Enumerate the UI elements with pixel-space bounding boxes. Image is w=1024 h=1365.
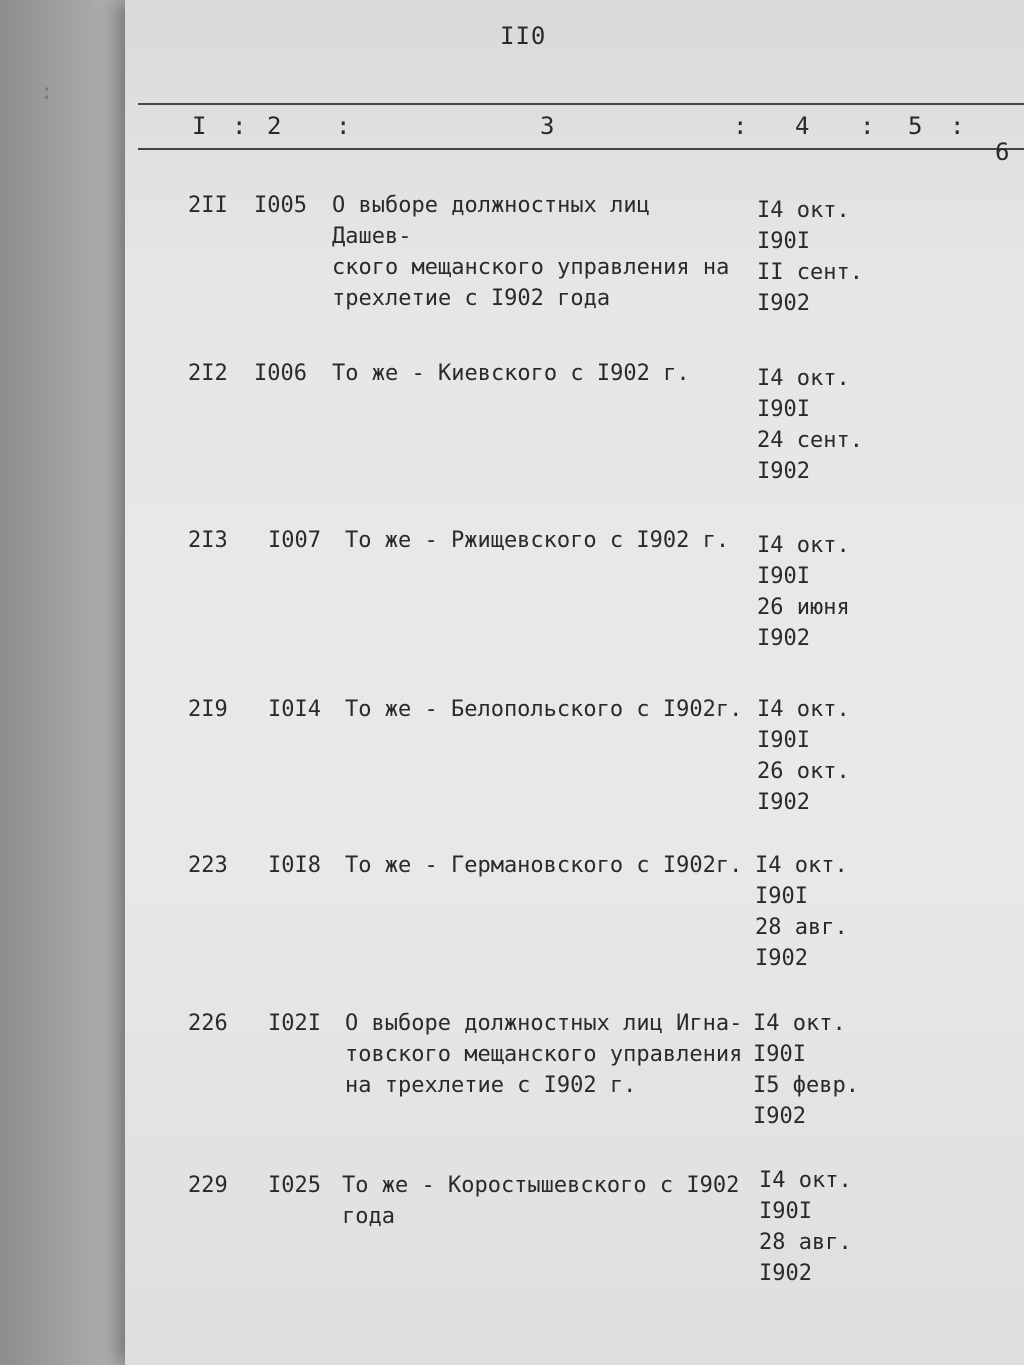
year-end: I902 <box>757 459 810 484</box>
year-end: I902 <box>757 626 810 651</box>
date-end: 24 сент. <box>757 428 863 453</box>
column-header-4: 4 <box>795 112 810 140</box>
entry-dates <box>759 1165 879 1289</box>
entry-description: О выборе должностных лиц Игна- товского мещанского управления на трехлетие с I902 г. <box>345 1011 743 1098</box>
column-header-6: 6 <box>995 138 1010 166</box>
column-header-3: 3 <box>540 112 555 140</box>
date-end: 28 авг. <box>755 915 848 940</box>
date-start: I4 окт. <box>759 1168 852 1193</box>
header-bottom-rule <box>138 148 1024 150</box>
entry-number: 2I9 <box>188 697 228 722</box>
entry-dates <box>757 530 877 654</box>
column-header-2: 2 <box>267 112 282 140</box>
column-header-5: 5 <box>908 112 923 140</box>
date-start: I4 окт. <box>757 366 850 391</box>
entry-dates <box>755 850 875 974</box>
entry-dates <box>757 694 877 818</box>
entry-code: I025 <box>268 1173 321 1198</box>
year-start: I90I <box>757 728 810 753</box>
entry-code: I0I4 <box>268 697 321 722</box>
date-end: I5 февр. <box>753 1073 859 1098</box>
header-top-rule <box>138 103 1024 105</box>
entry-number: 2I2 <box>188 361 228 386</box>
column-separator: : <box>860 112 875 140</box>
year-start: I90I <box>753 1042 806 1067</box>
entry-description: То же - Германовского с I902г. <box>345 853 743 878</box>
year-start: I90I <box>757 564 810 589</box>
entry-description: То же - Коростышевского с I902 года <box>342 1173 740 1229</box>
year-start: I90I <box>757 397 810 422</box>
year-end: I902 <box>757 790 810 815</box>
column-separator: : <box>733 112 748 140</box>
entry-number: 223 <box>188 853 228 878</box>
entry-dates <box>753 1008 873 1132</box>
entry-code: I0I8 <box>268 853 321 878</box>
year-end: I902 <box>757 291 810 316</box>
column-separator: : <box>950 112 965 140</box>
column-separator: : <box>336 112 351 140</box>
year-start: I90I <box>759 1199 812 1224</box>
entry-number: 229 <box>188 1173 228 1198</box>
column-separator: : <box>232 112 247 140</box>
page-number: II0 <box>500 22 547 50</box>
year-end: I902 <box>759 1261 812 1286</box>
entry-code: I006 <box>254 361 307 386</box>
date-end: 28 авг. <box>759 1230 852 1255</box>
date-end: II сент. <box>757 260 863 285</box>
year-start: I90I <box>755 884 808 909</box>
date-start: I4 окт. <box>755 853 848 878</box>
entry-description: О выборе должностных лиц Дашев- ского мещанского управления на трехлетие с I902 года <box>332 193 730 311</box>
date-end: 26 окт. <box>757 759 850 784</box>
year-end: I902 <box>753 1104 806 1129</box>
year-start: I90I <box>757 229 810 254</box>
entry-number: 2I3 <box>188 528 228 553</box>
entry-description: То же - Белопольского с I902г. <box>345 697 743 722</box>
entry-code: I007 <box>268 528 321 553</box>
entry-code: I005 <box>254 193 307 218</box>
entry-number: 2II <box>188 193 228 218</box>
previous-page-mark: : <box>40 80 54 105</box>
entry-code: I02I <box>268 1011 321 1036</box>
date-end: 26 июня <box>757 595 850 620</box>
date-start: I4 окт. <box>757 198 850 223</box>
year-end: I902 <box>755 946 808 971</box>
entry-number: 226 <box>188 1011 228 1036</box>
entry-description: То же - Ржищевского с I902 г. <box>345 528 730 553</box>
date-start: I4 окт. <box>753 1011 846 1036</box>
column-header-1: I <box>192 112 207 140</box>
entry-dates <box>757 195 877 319</box>
entry-description: То же - Киевского с I902 г. <box>332 361 690 386</box>
date-start: I4 окт. <box>757 533 850 558</box>
entry-dates <box>757 363 877 487</box>
date-start: I4 окт. <box>757 697 850 722</box>
